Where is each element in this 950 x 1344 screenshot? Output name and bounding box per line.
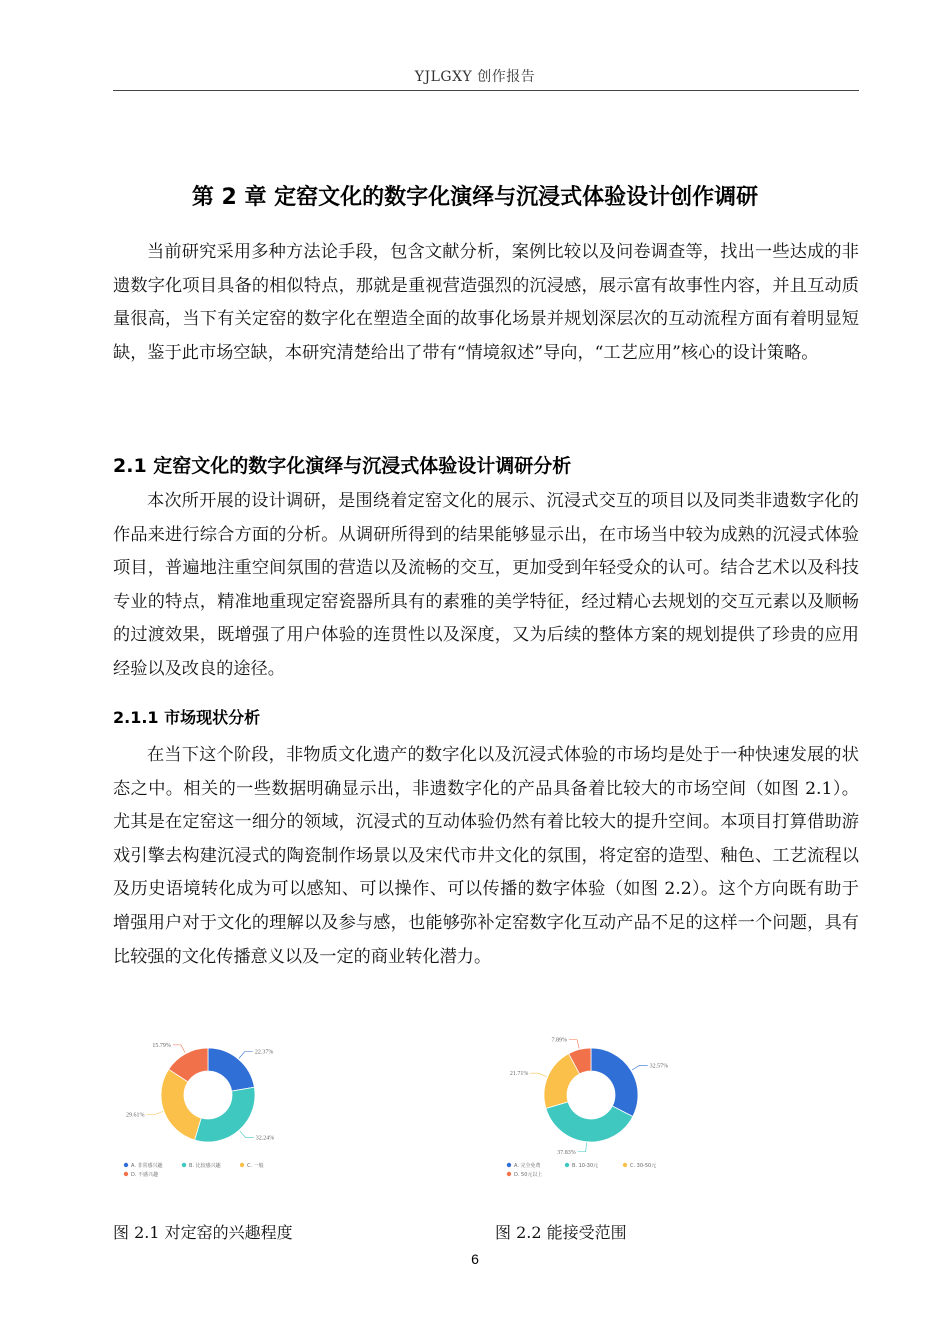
legend-label: D. 50元以上 <box>514 1171 543 1178</box>
intro-paragraph: 当前研究采用多种方法论手段，包含文献分析，案例比较以及问卷调查等，找出一些达成的非遗数字化项目具备的相似特点，那就是重视营造强烈的沉浸感，展示富有故事性内容，并且互动质量很高，当下有关定窑的数字化在塑造全面的故事化场景并规划深层次的互动流程方面有着明显短缺，鉴于此市场空缺，本研究清楚给出了带有“情境叙述”导向，“工艺应用”核心的设计策略。 <box>113 242 859 363</box>
legend-marker <box>565 1163 569 1167</box>
slice-label: 7.89% <box>551 1037 568 1044</box>
slice-label: 37.83% <box>557 1149 576 1156</box>
figure-2-2-caption: 图 2.2 能接受范围 <box>495 1223 627 1242</box>
legend-marker <box>507 1163 511 1167</box>
leader-line <box>530 1073 546 1076</box>
leader-line <box>578 1143 587 1152</box>
slice-label: 32.57% <box>649 1063 669 1070</box>
legend-label: C. 一般 <box>247 1162 264 1169</box>
leader-line <box>632 1065 648 1070</box>
legend-marker <box>240 1163 244 1167</box>
legend-label: D. 不感兴趣 <box>131 1171 159 1178</box>
leader-line <box>146 1112 162 1115</box>
slice-label: 15.79% <box>152 1042 171 1049</box>
section-2-1-1-paragraph: 在当下这个阶段，非物质文化遗产的数字化以及沉浸式体验的市场均是处于一种快速发展的状态之中。相关的一些数据明确显示出，非遗数字化的产品具备着比较大的市场空间（如图 2.1）。尤其是在定窑这一细分的领域，沉浸式的互动体验仍然有着比较大的提升空间。本项目打算借助游戏引擎去构建沉浸式的陶瓷制作场景以及宋代市井文化的氛围，将定窑的造型、釉色、工艺流程以及历史语境转化成为可以感知、可以操作、可以传播的数字体验（如图 2.2）。这个方向既有助于增强用户对于文化的理解以及参与感，也能够弥补定窑数字化互动产品不足的这样一个问题，具有比较强的文化传播意义以及一定的商业转化潜力。 <box>113 745 859 967</box>
legend-label: A. 完全免费 <box>514 1162 541 1169</box>
figure-2-2 <box>495 1020 725 1205</box>
figure-2-1-caption: 图 2.1 对定窑的兴趣程度 <box>113 1223 293 1242</box>
leader-line <box>173 1045 185 1053</box>
chapter-title: 第 2 章 定窑文化的数字化演绎与沉浸式体验设计创作调研 <box>191 185 759 210</box>
legend-label: B. 比较感兴趣 <box>189 1162 221 1169</box>
donut-chart-price-range <box>495 1020 725 1205</box>
page-number: 6 <box>471 1251 479 1267</box>
slice-label: 29.61% <box>125 1112 145 1119</box>
header-rule <box>113 90 859 91</box>
section-2-1-paragraph: 本次所开展的设计调研，是围绕着定窑文化的展示、沉浸式交互的项目以及同类非遗数字化的作品来进行综合方面的分析。从调研所得到的结果能够显示出，在市场当中较为成熟的沉浸式体验项目，普遍地注重空间氛围的营造以及流畅的交互，更加受到年轻受众的认可。结合艺术以及科技专业的特点，精准地重现定窑瓷器所具有的素雅的美学特征，经过精心去规划的交互元素以及顺畅的过渡效果，既增强了用户体验的连贯性以及深度，又为后续的整体方案的规划提供了珍贵的应用经验以及改良的途径。 <box>113 491 859 679</box>
section-2-1-1-title: 2.1.1 市场现状分析 <box>113 708 261 727</box>
slice-label: 21.71% <box>509 1071 529 1078</box>
legend-marker <box>507 1172 511 1176</box>
legend-marker <box>124 1172 128 1176</box>
donut-chart-interest <box>112 1020 342 1205</box>
legend-label: A. 非常感兴趣 <box>131 1162 163 1169</box>
legend-marker <box>623 1163 627 1167</box>
slice-label: 32.24% <box>255 1135 275 1142</box>
legend-label: B. 10-30元 <box>572 1162 599 1169</box>
slice-label: 22.37% <box>254 1049 274 1056</box>
legend-marker <box>124 1163 128 1167</box>
running-header: YJLGXY 创作报告 <box>414 69 536 85</box>
leader-line <box>569 1040 579 1049</box>
donut-slice <box>195 1087 255 1142</box>
leader-line <box>239 1052 253 1059</box>
figure-2-1 <box>112 1020 342 1205</box>
legend-label: C. 30-50元 <box>630 1162 657 1169</box>
donut-slice <box>161 1069 201 1140</box>
legend-marker <box>182 1163 186 1167</box>
donut-slice <box>591 1048 638 1117</box>
leader-line <box>240 1131 254 1138</box>
donut-slice <box>208 1048 254 1091</box>
section-2-1-title: 2.1 定窑文化的数字化演绎与沉浸式体验设计调研分析 <box>113 455 572 477</box>
